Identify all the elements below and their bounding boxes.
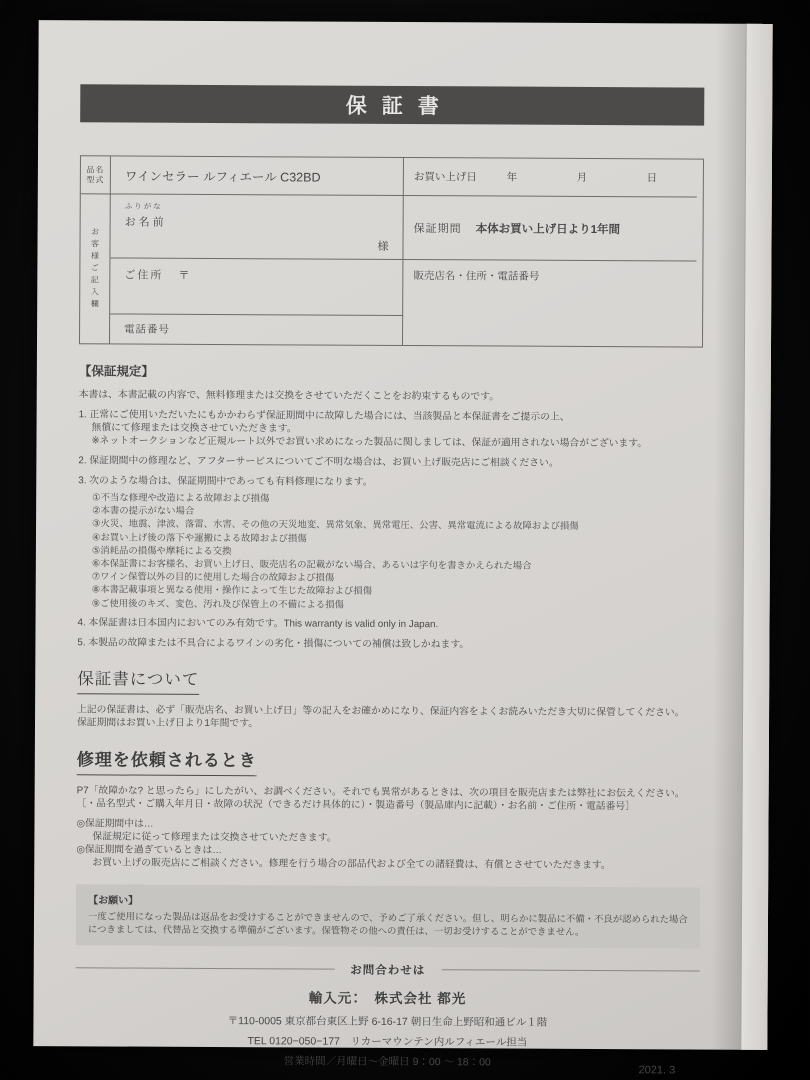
- rule-item-1-continued: 無償にて修理または交換させていただきます。: [91, 422, 297, 435]
- warranty-content: [75, 20, 704, 1077]
- about-warranty-line1: 上記の保証書は、必ず「販売店名、お買い上げ日」等の記入をお確かめになり、保証内容をよくお読みいただき大切に保管してください。: [77, 704, 685, 719]
- customer-address-cell[interactable]: [110, 258, 403, 316]
- request-note-body: 一度ご使用になった製品は返品をお受けすることができませんので、予めご了承ください。但し、明らかに製品に不備・不良が認められた場合につきましては、代替品と交換する準備がございます。保管物その他への責任は、一切お受けすることができません。: [87, 910, 688, 938]
- in-warranty-label: ◎保証期間中は…: [76, 818, 154, 830]
- condition-1: ①不当な修理や改造による故障および損傷: [92, 491, 270, 504]
- product-model-label-cell: [81, 156, 111, 194]
- condition-9: ⑨ご使用後のキズ、変色、汚れ及び保管上の不備による損傷: [91, 596, 344, 610]
- name-label: お名前: [124, 216, 167, 229]
- warranty-card-paper: [33, 20, 772, 1077]
- rule-item-1-note: ※ネットオークションなど正規ルート以外でお買い求めになった製品に関しましては、保証が適用されない場合がございます。: [91, 435, 648, 450]
- address-label: ご住所: [124, 269, 164, 282]
- divider-line-right: [441, 970, 700, 972]
- repair-line1: P7「故障かな? と思ったら」にしたがい、お調べください。それでも異常があるときは、次の項目を販売店または弊社にお伝えください。: [76, 785, 685, 800]
- rule-item-5: 5. 本製品の故障または不具合によるワインの劣化・損傷についての補償は致しかねます。: [77, 637, 470, 651]
- in-warranty-body: 保証規定に従って修理または交換させていただきます。: [92, 831, 337, 844]
- rule-item-3: 3. 次のような場合は、保証期間中であっても有料修理になります。: [78, 475, 373, 488]
- divider-line-left: [76, 968, 335, 970]
- out-warranty-label: ◎保証期間を過ぎているときは…: [76, 844, 223, 856]
- importer-name: 輸入元： 株式会社 都光: [308, 990, 467, 1007]
- warranty-period-cell: [403, 196, 696, 262]
- condition-3: ③火災、地震、津波、落雷、水害、その他の天災地変、異常気象、異常電圧、公害、異常電流による故障および損傷: [92, 517, 579, 532]
- name-honorific: 様: [377, 240, 389, 253]
- condition-4: ④お買い上げ後の落下や運搬による故障および損傷: [91, 530, 307, 544]
- day-label: 日: [646, 172, 658, 185]
- out-warranty-body: お買い上げの販売店にご相談ください。修理を行う場合の部品代および全ての諸経費は、有償とさせていただきます。: [92, 857, 611, 871]
- footer-contact-info: [75, 985, 699, 1077]
- business-hours: 営業時間／月曜日〜金曜日 9：00 〜 18：00: [283, 1055, 491, 1069]
- customer-entry-label: お客様ご記入欄: [90, 226, 100, 311]
- warranty-period-label: 保証期間: [413, 222, 462, 235]
- phone-label: 電話番号: [124, 323, 171, 336]
- condition-2: ②本書の提示がない場合: [92, 504, 195, 517]
- rules-intro: 本書は、本書記載の内容で、無料修理または交換をさせていただくことをお約束するものです。: [78, 389, 500, 403]
- product-name-cell: [111, 156, 404, 196]
- customer-entry-column: [80, 194, 111, 343]
- purchase-date-cell: [404, 158, 697, 198]
- condition-7: ⑦ワイン保管以外の目的に使用した場合の故障および損傷: [91, 570, 335, 583]
- purchase-date-label: お買い上げ日: [413, 171, 477, 184]
- about-warranty-line2: 保証期間はお買い上げ日より1年間です。: [76, 717, 259, 730]
- request-note-heading: 【お願い】: [88, 895, 139, 907]
- importer-address: 〒110-0005 東京都台東区上野 6-16-17 朝日生命上野昭和通ビル１階: [227, 1014, 548, 1029]
- postal-mark: 〒: [178, 269, 192, 282]
- product-name: ワインセラー ルフィエール C32BD: [124, 169, 321, 185]
- warranty-rules-heading: 【保証規定】: [78, 364, 154, 379]
- repair-request-heading: 修理を依頼されるとき: [77, 745, 257, 776]
- paper-fold-edge: [740, 24, 772, 1050]
- model-label: 型式: [86, 174, 105, 184]
- customer-name-cell[interactable]: [110, 194, 403, 260]
- request-note-box: [76, 884, 700, 948]
- product-label: 品名: [86, 164, 105, 174]
- condition-6: ⑥本保証書にお客様名、お買い上げ日、販売店名の記載がない場合、あるいは字句を書きかえられた場合: [91, 557, 532, 571]
- rule-item-1: 1. 正常にご使用いただいたにもかかわらず保証期間中に故障した場合には、当該製品と本保証書をご提示の上、: [78, 409, 570, 423]
- condition-8: ⑧本書記載事項と異なる使用・操作によって生じた故障および損傷: [91, 583, 373, 597]
- rule-item-2: 2. 保証期間中の修理など、アフターサービスについてご不明な場合は、お買い上げ販売店にご相談ください。: [78, 455, 559, 469]
- month-label: 月: [576, 171, 588, 184]
- warranty-period-value: 本体お買い上げ日より1年間: [475, 222, 621, 236]
- contact-heading: お問合わせは: [350, 964, 426, 977]
- paid-repair-conditions-list: [78, 490, 703, 612]
- furigana-label: ふりがな: [124, 201, 163, 211]
- about-warranty-heading: 保証書について: [77, 665, 199, 695]
- repair-line2: ［・品名型式・ご購入年月日・故障の状況（できるだけ具体的に）・製造番号（製品庫内に記載）・お名前・ご住所・電話番号］: [76, 798, 636, 813]
- revision-date-stamp: 2021. 3: [638, 1064, 676, 1077]
- year-label: 年: [506, 171, 518, 184]
- customer-info-table: [79, 155, 704, 347]
- condition-5: ⑤消耗品の損傷や摩耗による交換: [91, 544, 232, 556]
- dealer-label: 販売店名・住所・電話番号: [413, 270, 540, 283]
- contact-telephone: TEL 0120−050−177 リカーマウンテン内ルフィエール担当: [247, 1035, 528, 1049]
- document-title: 保証書: [345, 94, 454, 119]
- rule-item-4: 4. 本保証書は日本国内においてのみ有効です。This warranty is valid only in Japan.: [77, 617, 439, 631]
- dealer-info-cell[interactable]: [403, 260, 696, 347]
- customer-phone-cell[interactable]: [110, 314, 403, 345]
- title-banner: [80, 84, 704, 125]
- contact-divider-row: [76, 960, 700, 979]
